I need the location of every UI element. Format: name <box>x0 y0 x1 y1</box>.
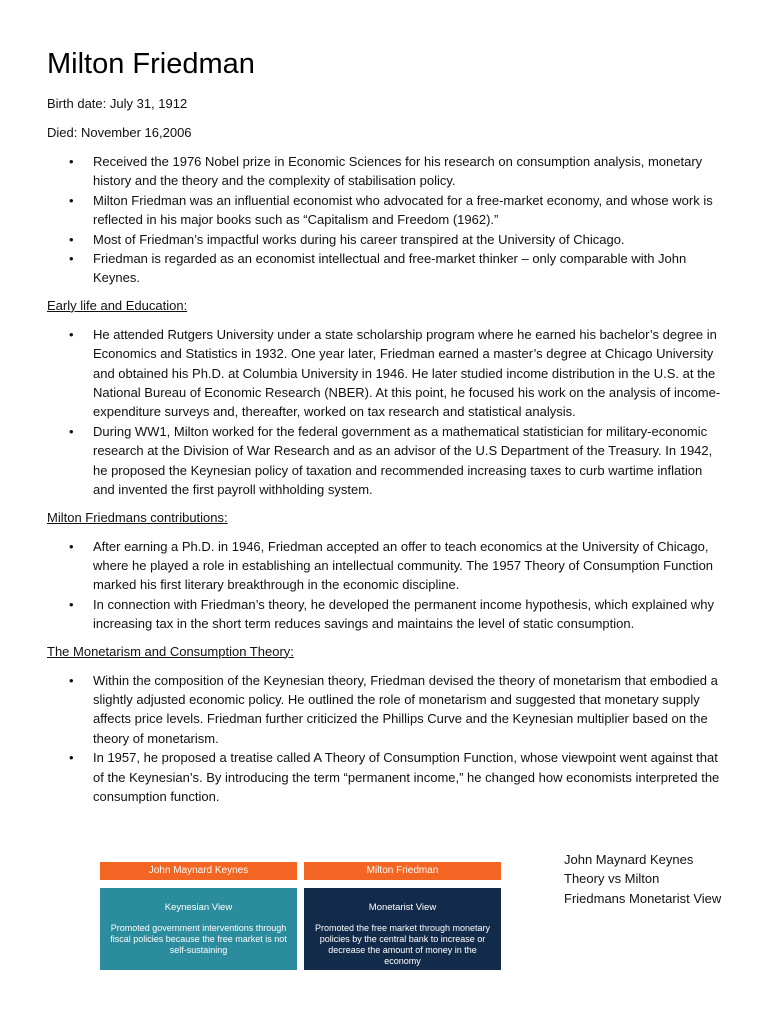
list-item: • Most of Friedman’s impactful works during his career transpired at the University of Chicago. <box>47 230 727 249</box>
list-item: • Milton Friedman was an influential economist who advocated for a free-market economy, and whose work is reflected in his major books such as “Capitalism and Freedom (1962).” <box>69 192 713 228</box>
list-item: • During WW1, Milton worked for the federal government as a mathematical statistician for military-economic research at the Division of War Research and as an advisor of the U.S Department of the Treasury. In 1942, he proposed the Keynesian policy of taxation and recommended increasing taxes to curb wartime inflation and invented the first payroll withholding system. <box>69 423 713 498</box>
list-item: • Friedman is regarded as an economist intellectual and free-market thinker – only comparable with John Keynes. <box>69 251 687 286</box>
comparison-figure <box>100 862 501 972</box>
death-date: Died: November 16,2006 <box>47 125 192 140</box>
bullet-icon: • <box>69 231 74 247</box>
bullet-icon: • <box>69 672 74 688</box>
page-title: Milton Friedman <box>47 48 255 80</box>
bullet-icon: • <box>69 326 74 342</box>
birth-date: Birth date: July 31, 1912 <box>47 96 188 111</box>
keynes-header: John Maynard Keynes <box>100 862 297 880</box>
comparison-figure-row <box>100 848 740 978</box>
list-item: • Within the composition of the Keynesian theory, Friedman devised the theory of monetarism that embodied a slightly adjusted economic policy. He outlined the role of monetarism and suggested that monetary supply affects price levels. Friedman further criticized the Phillips Curve and the Keynesian multiplier based on the theory of monetarism. <box>69 672 718 746</box>
intro-list <box>47 152 727 288</box>
bullet-icon: • <box>69 251 74 267</box>
friedman-column <box>304 862 501 970</box>
keynesian-view-box <box>100 888 297 970</box>
contributions-list <box>47 537 727 634</box>
friedman-header: Milton Friedman <box>304 862 501 880</box>
list-item: • After earning a Ph.D. in 1946, Friedman accepted an offer to teach economics at the University of Chicago, where he played a role in establishing an intellectual community. The 1957 Theory of Consumption Function marked his first literary breakthrough in the economic discipline. <box>69 538 714 593</box>
monetarism-list <box>47 671 727 807</box>
contributions-heading: Milton Friedmans contributions: <box>47 509 228 525</box>
keynes-column <box>100 862 297 970</box>
monetarist-view-box <box>304 888 501 970</box>
bullet-icon: • <box>69 154 74 169</box>
bullet-icon: • <box>69 423 74 439</box>
early-life-list <box>47 325 727 500</box>
list-item: • In connection with Friedman’s theory, he developed the permanent income hypothesis, which explained why increasing tax in the short term reduces savings and maintains the level of static consumption. <box>69 596 714 632</box>
monetarist-view-title: Monetarist View <box>368 902 437 913</box>
figure-caption: John Maynard Keynes Theory vs Milton Friedmans Monetarist View <box>564 852 722 906</box>
monetarism-heading: The Monetarism and Consumption Theory: <box>47 643 294 659</box>
bullet-icon: • <box>69 538 74 554</box>
document-page <box>47 44 727 814</box>
list-item: • Received the 1976 Nobel prize in Economic Sciences for his research on consumption analysis, monetary history and the theory and the complexity of stabilisation policy. <box>69 154 703 189</box>
list-item: • In 1957, he proposed a treatise called A Theory of Consumption Function, whose viewpoint went against that of the Keynesian’s. By introducing the term “permanent income,” he changed how economists interpreted the consumption function. <box>69 750 720 804</box>
keynesian-view-title: Keynesian View <box>164 902 233 913</box>
early-life-heading: Early life and Education: <box>47 297 188 313</box>
list-item: • He attended Rutgers University under a state scholarship program where he earned his bachelor’s degree in Economics and Statistics in 1932. One year later, Friedman earned a master’s degree at Chicago University and obtained his Ph.D. at Columbia University in 1946. He later studied income distribution in the U.S. at the National Bureau of Economic Research (NBER). At this point, he focused his work on the analysis of income-expenditure surveys and, thereafter, worked on tax research and statistical analysis. <box>69 326 721 420</box>
bullet-icon: • <box>69 750 74 766</box>
keynesian-view-text: Promoted government interventions through fiscal policies because the free market is not self-sustaining <box>110 923 287 955</box>
monetarist-view-text: Promoted the free market through monetary policies by the central bank to increase or decrease the amount of money in the economy <box>314 923 491 966</box>
bullet-icon: • <box>69 192 74 208</box>
bullet-icon: • <box>69 596 74 612</box>
